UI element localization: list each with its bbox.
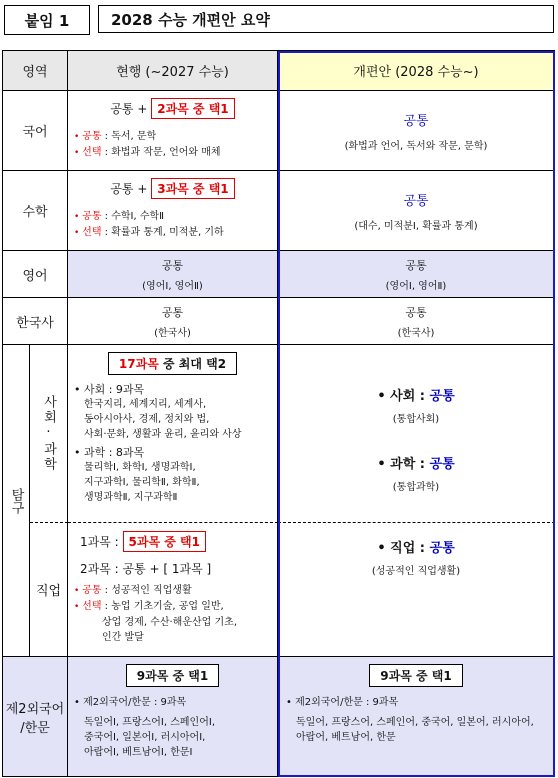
inquiry-vocational-new xyxy=(278,523,555,657)
summary-table xyxy=(2,50,555,777)
math-prefix: 공통 + xyxy=(110,182,152,196)
area-history-label: 한국사 xyxy=(16,315,54,331)
col-header-area xyxy=(3,51,68,91)
area-korean-label: 국어 xyxy=(22,125,48,140)
lang2-new-list xyxy=(296,715,554,745)
lang2-current-head: • 제2외국어/한문 : 9과목 xyxy=(74,697,187,708)
history-current xyxy=(68,298,278,345)
area-math-label: 수학 xyxy=(22,205,48,220)
new-voc-label: • 직업 xyxy=(377,541,416,556)
math-choice-box: 3과목 중 택1 xyxy=(151,178,234,199)
lang2-current xyxy=(68,657,278,777)
history-new-main: 공통 xyxy=(405,305,427,319)
new-science-label: • 과학 xyxy=(377,457,416,472)
col-header-new-text: 개편안 (2028 수능~) xyxy=(353,65,479,80)
math-common-label: 공통 xyxy=(82,211,102,222)
col-header-new xyxy=(278,51,555,91)
voc-common-text: : 성공적인 직업생활 xyxy=(101,585,192,596)
page-title: 2028 수능 개편안 요약 xyxy=(98,5,554,33)
row-area-korean xyxy=(3,91,68,171)
row-area-history xyxy=(3,298,68,345)
lang2-new xyxy=(278,657,555,777)
area-lang2-line1: 제2외국어 xyxy=(5,701,65,717)
korean-elective-label: 선택 xyxy=(82,147,102,158)
voc-first-label: 1과목 : xyxy=(80,535,123,549)
korean-new-main: 공통 xyxy=(403,113,429,129)
voc-elective-text: : 농업 기초기술, 공업 일반, xyxy=(101,601,224,612)
korean-choice-box: 2과목 중 택1 xyxy=(151,98,234,119)
korean-common-text: : 독서, 문학 xyxy=(101,131,157,142)
socsci-science-line: 지구과학Ⅰ, 물리학Ⅱ, 화학Ⅱ, xyxy=(84,477,200,488)
lang2-new-line: 독일어, 프랑스어, 스페인어, 중국어, 일본어, 러시아어, xyxy=(296,717,534,728)
new-social-label: • 사회 xyxy=(377,389,416,404)
doc-header xyxy=(4,5,554,35)
socsci-headline xyxy=(68,352,277,375)
socsci-science-list xyxy=(84,460,277,505)
socsci-social-line: 한국지리, 세계지리, 세계사, xyxy=(84,399,207,410)
new-social-value: 공통 xyxy=(429,389,455,404)
korean-current-headline xyxy=(68,98,277,119)
lang2-current-list xyxy=(84,715,277,760)
korean-common-label: 공통 xyxy=(82,131,102,142)
voc-common-label: 공통 xyxy=(82,585,102,596)
area-lang2-line2: /한문 xyxy=(20,720,50,736)
lang2-current-line: 아랍어Ⅰ, 베트남어Ⅰ, 한문Ⅰ xyxy=(84,747,193,758)
korean-common-line: • 공통 : 독서, 문학 xyxy=(74,131,157,142)
math-elective-text: : 확률과 통계, 미적분, 기하 xyxy=(101,227,224,238)
socsci-social-line: 사회·문화, 생활과 윤리, 윤리와 사상 xyxy=(84,429,242,440)
lang2-current-line: 중국어Ⅰ, 일본어Ⅰ, 러시아어Ⅰ, xyxy=(84,732,206,743)
lang2-new-head: • 제2외국어/한문 : 9과목 xyxy=(286,697,399,708)
new-social: • 사회 : 공통 (통합사회) xyxy=(278,385,554,425)
voc-first-line xyxy=(80,531,277,552)
english-current-main: 공통 xyxy=(161,258,184,272)
col-header-current xyxy=(68,51,278,91)
area-vocational-label: 직업 xyxy=(35,584,62,599)
socsci-choice: 중 최대 택2 xyxy=(158,357,227,371)
english-current-sub: (영어Ⅰ, 영어Ⅱ) xyxy=(142,280,203,292)
new-voc-value: 공통 xyxy=(429,541,455,556)
new-science-sub: (통합과학) xyxy=(392,482,440,493)
voc-elective-line: • 선택 : 농업 기초기술, 공업 일반, xyxy=(74,601,224,612)
col-header-current-text: 현행 (~2027 수능) xyxy=(116,65,229,80)
new-vocational: • 직업 : 공통 (성공적인 직업생활) xyxy=(278,537,554,577)
english-current xyxy=(68,251,278,298)
math-new-sub: (대수, 미적분Ⅰ, 확률과 통계) xyxy=(354,220,478,232)
attachment-tag: 붙임 1 xyxy=(4,5,90,35)
voc-elective-cont: 상업 경제, 수산·해운산업 기초, xyxy=(102,617,237,628)
math-new xyxy=(278,171,555,251)
socsci-count: 17과목 xyxy=(118,357,159,371)
col-header-area-text: 영역 xyxy=(22,65,48,80)
new-science: • 과학 : 공통 (통합과학) xyxy=(278,453,554,493)
area-english-label: 영어 xyxy=(22,268,48,284)
new-voc-sub: (성공적인 직업생활) xyxy=(371,566,461,577)
korean-prefix: 공통 + xyxy=(110,102,152,116)
voc-elective-cont: 인간 발달 xyxy=(102,632,144,643)
voc-elective-label: 선택 xyxy=(82,601,102,612)
english-new-main: 공통 xyxy=(405,258,427,272)
history-new xyxy=(278,298,555,345)
socsci-social-line: 동아시아사, 경제, 정치와 법, xyxy=(84,414,210,425)
korean-elective-line: • 선택 : 화법과 작문, 언어와 매체 xyxy=(74,147,221,158)
area-inquiry-label: 탐구 xyxy=(8,487,24,514)
math-elective-label: 선택 xyxy=(82,227,102,238)
korean-new xyxy=(278,91,555,171)
history-current-sub: (한국사) xyxy=(154,327,191,339)
new-social-sub: (통합사회) xyxy=(392,414,440,425)
voc-choice-box: 5과목 중 택1 xyxy=(123,531,206,552)
math-current-headline xyxy=(68,178,277,199)
new-science-value: 공통 xyxy=(429,457,455,472)
area-socsci-label: 사회·과학 xyxy=(41,395,56,472)
inquiry-vocational-current xyxy=(68,523,278,657)
korean-current xyxy=(68,91,278,171)
row-area-socsci xyxy=(30,345,68,523)
row-area-inquiry xyxy=(3,345,30,657)
socsci-social-list xyxy=(84,397,277,442)
socsci-science-head: • 과학 : 8과목 xyxy=(74,446,145,459)
lang2-current-line: 독일어Ⅰ, 프랑스어Ⅰ, 스페인어Ⅰ, xyxy=(84,717,216,728)
socsci-science-line: 생명과학Ⅱ, 지구과학Ⅱ xyxy=(84,492,178,503)
inquiry-socsci-current xyxy=(68,345,278,523)
lang2-current-box: 9과목 중 택1 xyxy=(126,664,219,687)
socsci-science-line: 물리학Ⅰ, 화학Ⅰ, 생명과학Ⅰ, xyxy=(84,462,196,473)
math-common-text: : 수학Ⅰ, 수학Ⅱ xyxy=(101,211,165,222)
row-area-math xyxy=(3,171,68,251)
english-new xyxy=(278,251,555,298)
math-current xyxy=(68,171,278,251)
voc-common-line: • 공통 : 성공적인 직업생활 xyxy=(74,585,192,596)
lang2-new-box: 9과목 중 택1 xyxy=(369,664,462,687)
korean-new-sub: (화법과 언어, 독서와 작문, 문학) xyxy=(344,140,488,152)
history-current-main: 공통 xyxy=(161,305,184,319)
korean-elective-text: : 화법과 작문, 언어와 매체 xyxy=(101,147,221,158)
math-elective-line: • 선택 : 확률과 통계, 미적분, 기하 xyxy=(74,227,224,238)
math-common-line: • 공통 : 수학Ⅰ, 수학Ⅱ xyxy=(74,211,165,222)
row-area-lang2 xyxy=(3,657,68,777)
lang2-new-line: 아랍어, 베트남어, 한문 xyxy=(296,732,396,743)
socsci-social-head: • 사회 : 9과목 xyxy=(74,383,145,396)
row-area-vocational xyxy=(30,523,68,657)
math-new-main: 공통 xyxy=(403,193,429,209)
inquiry-socsci-new xyxy=(278,345,555,523)
voc-second-line: 2과목 : 공통 + [ 1과목 ] xyxy=(80,562,212,576)
english-new-sub: (영어Ⅰ, 영어Ⅱ) xyxy=(385,280,447,292)
row-area-english xyxy=(3,251,68,298)
history-new-sub: (한국사) xyxy=(397,327,435,339)
